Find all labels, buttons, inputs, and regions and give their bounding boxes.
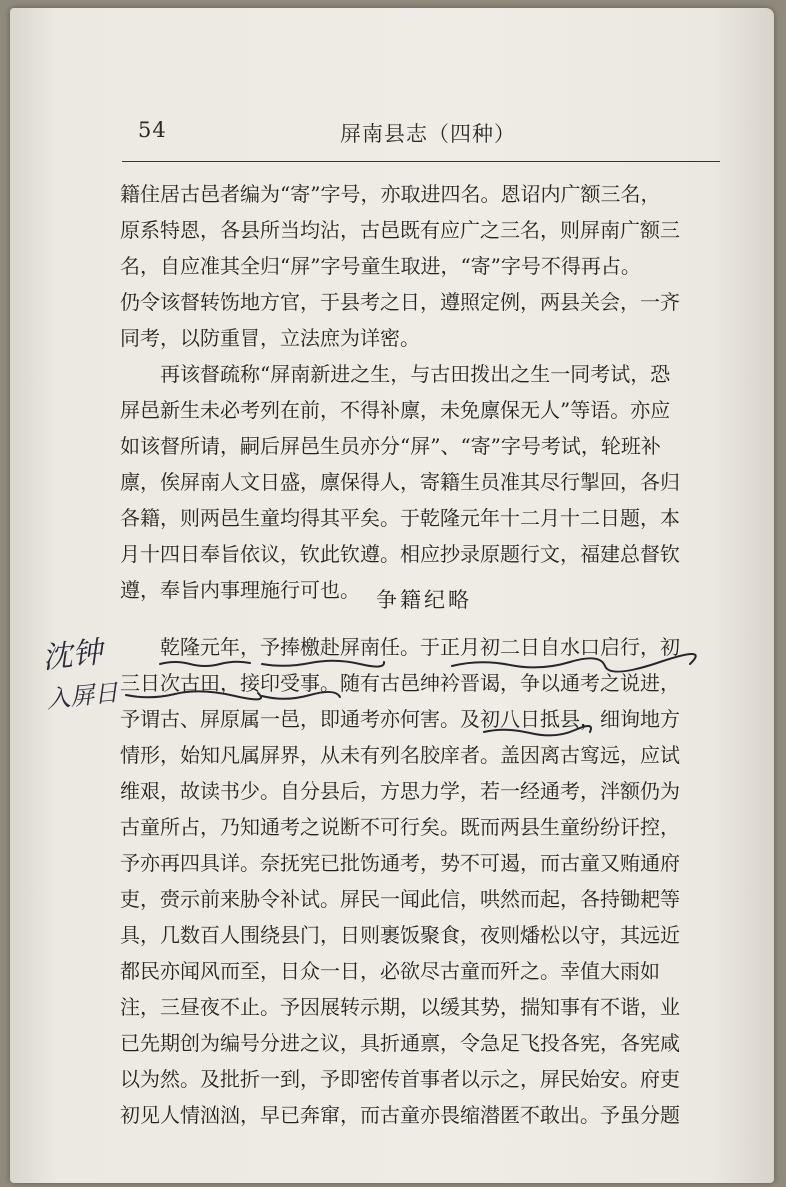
text-line: 情形，始知凡属屏界，从未有列名胶庠者。盖因离古窎远，应试: [120, 743, 680, 767]
text-line: 月十四日奉旨依议，钦此钦遵。相应抄录原题行文，福建总督钦: [120, 542, 680, 566]
text-line: 屏邑新生未必考列在前，不得补廪，未免廪保无人”等语。亦应: [120, 398, 671, 422]
text-line: 注，三昼夜不止。予因展转示期，以缓其势，揣知事有不谐，业: [120, 995, 680, 1019]
running-title: 屏南县志（四种）: [340, 122, 516, 146]
page-number: 54: [138, 118, 167, 142]
text-line: 已先期创为编号分进之议，具折通禀，令急足飞投各宪，各宪咸: [120, 1031, 680, 1055]
handwritten-note-date: 入屏日: [44, 678, 120, 714]
text-line: 三日次古田，接印受事。随有古邑绅衿晋谒，争以通考之说进，: [120, 671, 680, 695]
header-rule: [122, 161, 720, 162]
text-line: 原系特恩，各县所当均沾，古邑既有应广之三名，则屏南广额三: [120, 218, 680, 242]
text-line: 名，自应准其全归“屏”字号童生取进，“寄”字号不得再占。: [120, 254, 641, 278]
text-line: 遵，奉旨内事理施行可也。: [120, 578, 360, 602]
text-line: 如该督所请，嗣后屏邑生员亦分“屏”、“寄”字号考试，轮班补: [120, 434, 661, 458]
text-line: 各籍，则两邑生童均得其平矣。于乾隆元年十二月十二日题，本: [120, 506, 680, 530]
handwritten-note-name: 沈钟: [40, 634, 105, 677]
text-line: 予亦再四具详。奈抚宪已批饬通考，势不可遏，而古童又贿通府: [120, 851, 680, 875]
text-line: 予谓古、屏原属一邑，即通考亦何害。及初八日抵县，细询地方: [120, 707, 680, 731]
text-line: 仍令该督转饬地方官，于县考之日，遵照定例，两县关会，一齐: [120, 290, 680, 314]
text-line: 吏，赍示前来胁令补试。屏民一闻此信，哄然而起，各持锄耙等: [120, 887, 680, 911]
text-line: 再该督疏称“屏南新进之生，与古田拨出之生一同考试，恐: [160, 362, 671, 386]
text-line: 具，几数百人围绕县门，日则裹饭聚食，夜则燔松以守，其远近: [120, 923, 680, 947]
text-line: 古童所占，乃知通考之说断不可行矣。既而两县生童纷纷讦控，: [120, 815, 680, 839]
text-line: 籍住居古邑者编为“寄”字号，亦取进四名。恩诏内广额三名，: [120, 182, 661, 206]
text-line: 都民亦闻风而至，日众一日，必欲尽古童而歼之。幸值大雨如: [120, 959, 660, 983]
text-line: 初见人情汹汹，早已奔窜，而古童亦畏缩潜匿不敢出。予虽分题: [120, 1103, 680, 1127]
text-line: 同考，以防重冒，立法庶为详密。: [120, 326, 420, 350]
text-line: 以为然。及批折一到，予即密传首事者以示之，屏民始安。府吏: [120, 1067, 680, 1091]
section-title: 争籍纪略: [376, 588, 472, 612]
text-line: 廪，俟屏南人文日盛，廪保得人，寄籍生员准其尽行掣回，各归: [120, 470, 680, 494]
text-line: 乾隆元年，予捧檄赴屏南任。于正月初二日自水口启行，初: [160, 635, 680, 659]
text-line: 维艰，故读书少。自分县后，方思力学，若一经通考，泮额仍为: [120, 779, 680, 803]
